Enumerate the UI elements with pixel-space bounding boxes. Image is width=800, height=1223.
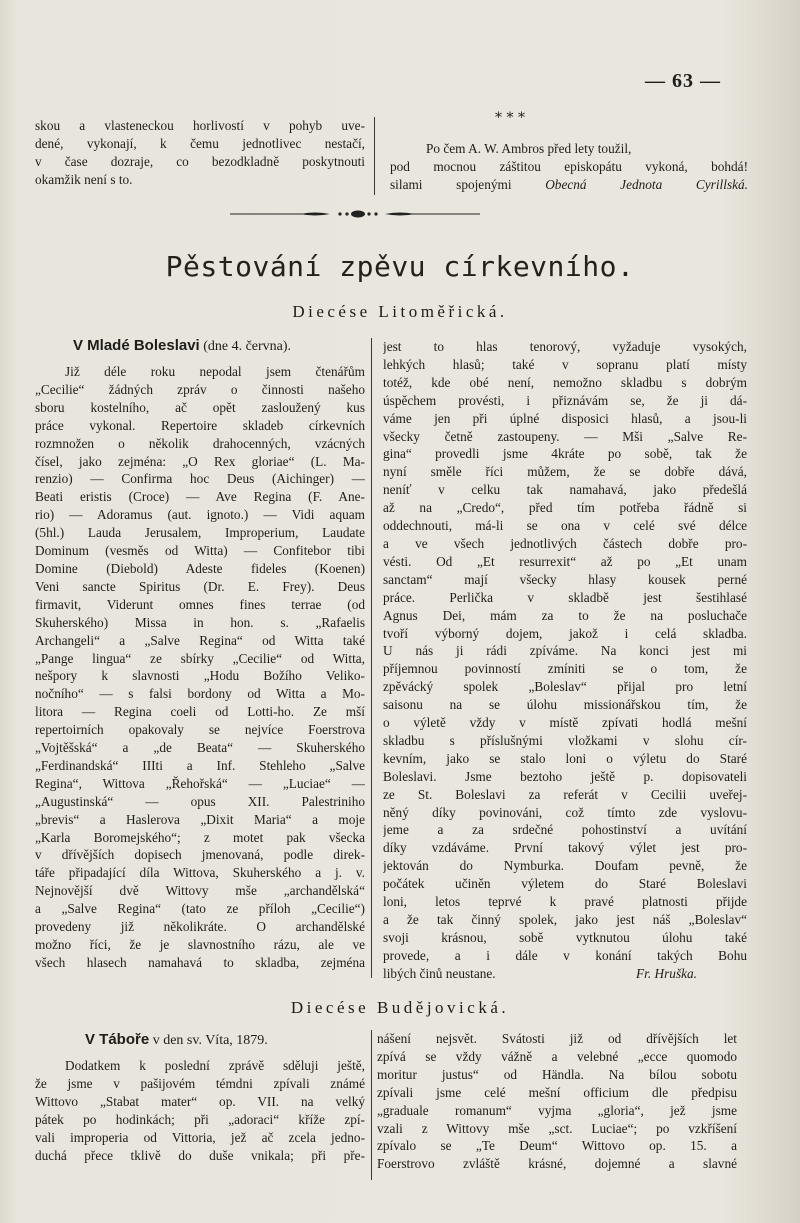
date: v den sv. Víta, 1879. <box>149 1033 268 1048</box>
text-line: váme jen při úplné disposici hlasů, a jsou-li <box>383 410 747 426</box>
page-number: — 63 — <box>645 70 721 92</box>
text-line: „Pange lingua“ ze sbírky „Cecilie“ od Witta, <box>35 650 365 666</box>
text-line: dené, vykonají, k čemu jednotlivec nestačí, <box>35 136 365 151</box>
section2-right-column <box>377 1030 737 1173</box>
text-line: rio) — Adoramus (aut. ignoto.) — Vidi aquam <box>35 507 365 523</box>
text-line: všech hlasech namahavá to skladba, zejména <box>35 954 365 970</box>
text-line: příjemnou povinností zmíniti se o tom, že <box>383 661 747 677</box>
text-line: skladbu s příslušnými vložkami v slohu cír- <box>383 732 747 748</box>
text-fragment: libých činů neustane. <box>383 965 496 981</box>
asterism: * * * <box>495 110 525 126</box>
text-line: zpívali jsme celé mešní officium dle předpisu <box>377 1084 737 1100</box>
text-line: nešpory k slavnosti „Hodu Božího Veliko- <box>35 668 365 684</box>
column-divider <box>371 338 372 978</box>
text-line <box>383 965 747 983</box>
text-line: Wittovo „Stabat mater“ op. VII. na velký <box>35 1093 365 1109</box>
text-line: Již déle roku nepodal jsem čtenářům <box>65 364 365 379</box>
text-line: práce. Perlička v skladbě jest šestihlasé <box>383 589 747 605</box>
text-line: zpívá se vždy vážně a velebné „ecce quomodo <box>377 1048 737 1064</box>
text-line: sboru kostelního, ač opět zasloužený kus <box>35 399 365 415</box>
text-line: litora — Regina coeli od Lotti-ho. Ze mší <box>35 704 365 720</box>
text-line: Domine (Diebold) Adeste fideles (Koenen) <box>35 560 365 576</box>
text-line: nášení nejsvět. Svátosti již od dřívějších let <box>377 1031 737 1046</box>
text-line: vzali z Wittovy mše „sct. Luciae“; po vzkříšení <box>377 1120 737 1136</box>
text-line: ze St. Boleslavi za referát v Cecilii uveřej- <box>383 786 747 802</box>
text-line: čísel, jako zejména: „O Rex gloriae“ (L. Ma- <box>35 453 365 469</box>
text-line: „Vojtěšská“ a „de Beata“ — Skuherského <box>35 740 365 756</box>
text-line: počátek učiněn výletem do Staré Boleslavi <box>383 876 747 892</box>
text-line: moritur justus“ od Händla. Na bílou sobotu <box>377 1066 737 1082</box>
text-line: gina“ provedli jsme 4kráte po sobě, tak že <box>383 446 747 462</box>
text-line: provede, a i dále v konání takých Bohu <box>383 947 747 963</box>
text-line: Po čem A. W. Ambros před lety toužil, <box>426 141 632 156</box>
text-line: Nejnovější dvě Wittovy mše „archandělská“ <box>35 883 365 899</box>
text-line: a že tak činný spolek, jako jest náš „Boleslav“ <box>383 912 747 927</box>
text-line: Boleslavi. Jsme beztoho ještě p. dopisovateli <box>383 768 747 784</box>
text-line: nočního“ — s falsi bordony od Witta a Mo- <box>35 686 365 702</box>
text-line: a „Salve Regina“ (tato ze příloh „Cecilie“) <box>35 901 365 917</box>
text-line: totéž, kde obé není, nemožno skladbu s dobrým <box>383 374 747 390</box>
text-line <box>390 176 748 194</box>
text-line: pod mocnou záštitou episkopátu vykoná, bohdá! <box>390 159 748 174</box>
text-line: úspěchem provésti, i přiznávám se, že ji dá- <box>383 392 747 408</box>
text-line: renzio) — Confirma hoc Deus (Aichinger) — <box>35 471 365 487</box>
place-name: V Mladé Boleslavi <box>73 337 200 354</box>
column-divider <box>374 117 375 195</box>
text-line: saisonu na se úlohu missionářskou tím, že <box>383 697 747 713</box>
column-divider <box>371 1030 372 1180</box>
text-line: oddechnouti, má-li se ona v celé své délce <box>383 518 747 534</box>
text-line: vali improperia od Vittoria, jež ač zcela jedno- <box>35 1129 365 1145</box>
text-line: možno říci, že je slavnostního rázu, ale ve <box>35 937 365 952</box>
text-line: jeme a za srdečné pohostinství a uvítání <box>383 822 747 838</box>
text-line: tvoří výborný dojem, jakož i celá skladba. <box>383 625 747 641</box>
top-right-paragraph <box>390 140 748 194</box>
top-left-paragraph <box>35 117 365 189</box>
text-line: U nás ji rádi zpíváme. Na konci jest mi <box>383 643 747 659</box>
text-line: kevním, jako se stalo loni o výletu do Staré <box>383 750 747 766</box>
text-line: všecky četně zastoupeny. — Mši „Salve Re- <box>383 428 747 444</box>
organization-name: Obecná Jednota Cyrillská. <box>545 177 748 192</box>
text-line: „Ferdinandská“ IIIti a Inf. Stehleho „Salve <box>35 757 365 773</box>
dateline <box>35 336 365 357</box>
text-line: v dřívějších dopisech jmenovaná, podle direk- <box>35 847 365 863</box>
text-line: sanctam“ mají všecky hlasy kousek perné <box>383 571 747 587</box>
text-line: něný díky povinováni, což tímto zde vyslovu- <box>383 804 747 820</box>
text-line: díky vzdáváme. První takový výlet jest pro- <box>383 840 747 856</box>
text-line: pátek po hodinkách; při „adoraci“ kříže zpí- <box>35 1111 365 1127</box>
section-heading-litomerice: Diecése Litoměřická. <box>292 302 508 321</box>
text-line: Skuherského) Missa in hon. s. „Rafaelis <box>35 614 365 630</box>
place-name: V Táboře <box>85 1031 150 1048</box>
text-line: repertoirních opakovaly se nejvíce Foerstrova <box>35 722 365 738</box>
text-line: vésti. Od „Et resurrexit“ až po „Et unam <box>383 553 747 569</box>
text-line: jektován do Nymburka. Doufam pevně, že <box>383 858 747 874</box>
text-line: skou a vlasteneckou horlivostí v pohyb uve- <box>35 118 365 133</box>
text-line: (5hl.) Lauda Jerusalem, Improperium, Laudate <box>35 525 365 541</box>
text-line: Foerstrovo zvláště krásné, dojemné a slavné <box>377 1156 737 1172</box>
text-line: provedeny již několikráte. O archandělské <box>35 919 365 935</box>
text-line: lehkých hlasů; také v sopranu platí místy <box>383 356 747 372</box>
text-line: svoji krásnou, sobě vytknutou úlohu také <box>383 929 747 945</box>
text-line: Regina“, Wittova „Řehořská“ — „Luciae“ — <box>35 775 365 791</box>
article-title: Pěstování zpěvu církevního. <box>165 250 635 283</box>
section-heading-budejovice: Diecése Budějovická. <box>290 998 510 1017</box>
text-line: neníť v celku tak namahavá, jako předešlá <box>383 482 747 498</box>
text-line: jest to hlas tenorový, vyžaduje vysokých, <box>383 339 747 354</box>
text-line: firmavit, Viderunt omnes fines terrae (od <box>35 596 365 612</box>
text-line: „graduale romanum“ vyjma „gloria“, jež jsme <box>377 1102 737 1118</box>
text-fragment: silami spojenými <box>390 177 546 192</box>
ornamental-divider <box>230 207 480 221</box>
text-line: že jsme v pašijovém témdni zpívali známé <box>35 1075 365 1091</box>
text-line: „brevis“ a Haslerova „Dixit Maria“ a moje <box>35 811 365 827</box>
text-line: Veni sancte Spiritus (Dr. E. Frey). Deus <box>35 578 365 594</box>
text-line: „Karla Boromejského“; z motet pak všecka <box>35 829 365 845</box>
text-line: duchá přece tklivě do duše vnikala; při pře- <box>35 1147 365 1163</box>
text-line: Dominum (vesměs od Witta) — Confitebor tibi <box>35 543 365 559</box>
date: (dne 4. června). <box>199 339 292 354</box>
text-line: práce vykonal. Repertoire skladeb církevních <box>35 417 365 433</box>
text-line: Beati eristis (Croce) — Ave Regina (F. Ane- <box>35 489 365 505</box>
text-line: zpívalo se „Te Deum“ Wittovo op. 15. a <box>377 1138 737 1154</box>
text-line: v čase dozraje, co bezodkladně poskytnouti <box>35 154 365 169</box>
text-line: „Augustinská“ — opus XII. Palestriniho <box>35 793 365 809</box>
section2-left-column <box>35 1030 365 1164</box>
text-line: nyní směle říci můžem, že se dobře dává, <box>383 464 747 480</box>
section1-right-column <box>383 338 747 983</box>
text-line: o výletě vždy v místě zpívati hodlá mešní <box>383 715 747 731</box>
text-line: zpěvácký spolek „Boleslav“ přijal pro letní <box>383 679 747 695</box>
text-line: táře připadající díla Wittova, Skuherského a j. v. <box>35 865 365 881</box>
text-line: Agnus Dei, mám za to že na posluchače <box>383 607 747 623</box>
text-line: okamžik není s to. <box>35 172 133 187</box>
text-line: „Cecilie“ žádných zpráv o činnosti našeho <box>35 381 365 397</box>
signature: Fr. Hruška. <box>636 965 697 981</box>
text-line: až na „Credo“, před tím potřeba řádně si <box>383 500 747 516</box>
text-line: a ve všech jednotlivých částech dobře pro- <box>383 535 747 551</box>
dateline <box>35 1030 365 1051</box>
text-line: Archangeli“ a „Salve Regina“ od Witta také <box>35 632 365 648</box>
text-line: rozmnožen o několik drahocenných, vzácných <box>35 435 365 451</box>
section1-left-column <box>35 336 365 972</box>
text-line: loni, letos teprvé k pravé platnosti přijde <box>383 894 747 910</box>
text-line: Dodatkem k poslední zprávě sděluji ještě, <box>65 1058 365 1073</box>
